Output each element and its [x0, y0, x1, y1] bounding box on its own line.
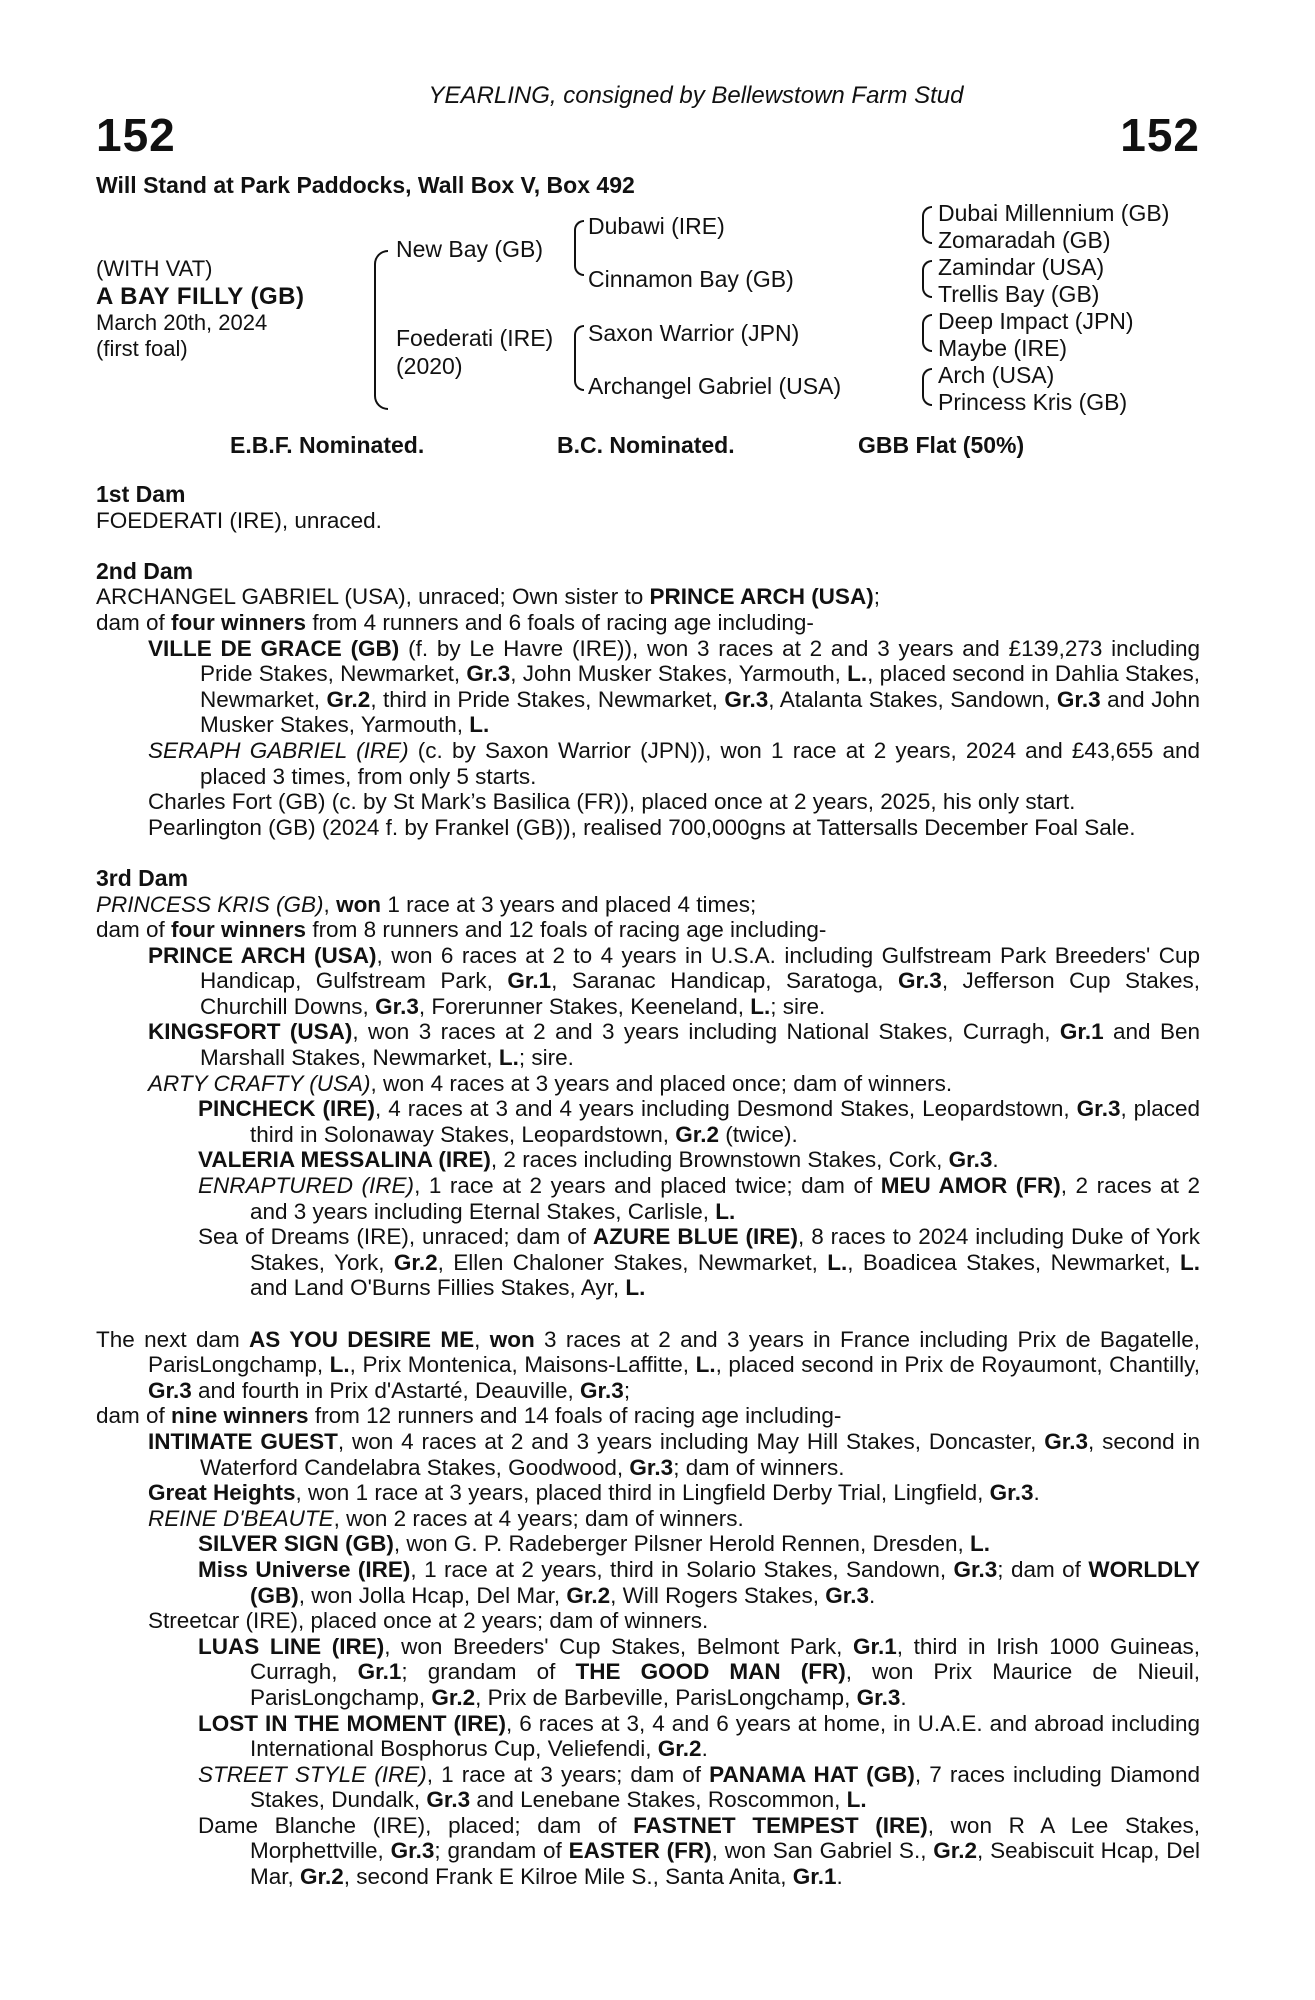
pedigree-bracket-g34	[922, 260, 932, 298]
produce-entry: SILVER SIGN (GB), won G. P. Radeberger Pilsner Herold Rennen, Dresden, L.	[198, 1531, 990, 1557]
pedigree-sire-dam: Cinnamon Bay (GB)	[588, 266, 794, 292]
produce-entry: ENRAPTURED (IRE), 1 race at 2 years and placed twice; dam of MEU AMOR (FR), 2 races at 2 and 3 years including Eternal Stakes, Carlisle, L.	[198, 1173, 1201, 1224]
pedigree-g6: Maybe (IRE)	[938, 335, 1068, 361]
produce-entry: REINE D'BEAUTE, won 2 races at 4 years; dam of winners.	[148, 1505, 744, 1531]
second-dam-line-1: ARCHANGEL GABRIEL (USA), unraced; Own sister to PRINCE ARCH (USA);	[96, 584, 880, 610]
foal-note: (first foal)	[96, 336, 188, 361]
produce-entry: Pearlington (GB) (2024 f. by Frankel (GB)), realised 700,000gns at Tattersalls December Foal Sale.	[148, 814, 1136, 840]
produce-entry: Charles Fort (GB) (c. by St Mark’s Basilica (FR)), placed once at 2 years, 2025, his only start.	[148, 789, 1076, 815]
next-dam-line: The next dam AS YOU DESIRE ME, won 3 races at 2 and 3 years in France including Prix de Bagatelle, ParisLongchamp, L., Prix Montenica, Maisons-Laffitte, L., placed second in Prix de Royaumont, Chantilly, Gr.3 and fourth in Prix d'Astarté, Deauville, Gr.3;	[96, 1326, 1200, 1403]
next-dam-produce-line: dam of nine winners from 12 runners and 14 foals of racing age including-	[96, 1403, 842, 1429]
produce-entry: PRINCE ARCH (USA), won 6 races at 2 to 4 years in U.S.A. including Gulfstream Park Breeders' Cup Handicap, Gulfstream Park, Gr.1, Saranac Handicap, Saratoga, Gr.3, Jefferson Cup Stakes, Churchill Downs, Gr.3, Forerunner Stakes, Keeneland, L.; sire.	[148, 942, 1200, 1019]
vat-note: (WITH VAT)	[96, 256, 213, 281]
second-dam-produce-line: dam of four winners from 4 runners and 6 foals of racing age including-	[96, 609, 814, 635]
pedigree-dam-year: (2020)	[396, 353, 463, 379]
produce-entry: INTIMATE GUEST, won 4 races at 2 and 3 years including May Hill Stakes, Doncaster, Gr.3, second in Waterford Candelabra Stakes, Goodwood, Gr.3; dam of winners.	[148, 1428, 1200, 1480]
gbb-status: GBB Flat (50%)	[858, 432, 1025, 458]
pedigree-bracket-main	[374, 250, 388, 410]
pedigree-bracket-g12	[922, 206, 932, 244]
third-dam-line-1: PRINCESS KRIS (GB), won 1 race at 3 years and placed 4 times;	[96, 891, 757, 917]
pedigree-bracket-sire	[574, 220, 584, 276]
produce-entry: VALERIA MESSALINA (IRE), 2 races including Brownstown Stakes, Cork, Gr.3.	[198, 1147, 999, 1173]
pedigree-sire-sire: Dubawi (IRE)	[588, 213, 725, 239]
produce-entry: PINCHECK (IRE), 4 races at 3 and 4 years including Desmond Stakes, Leopardstown, Gr.3, placed third in Solonaway Stakes, Leopardstown, Gr.2 (twice).	[198, 1096, 1200, 1147]
produce-entry: KINGSFORT (USA), won 3 races at 2 and 3 years including National Stakes, Curragh, Gr.1 and Ben Marshall Stakes, Newmarket, L.; sire.	[148, 1019, 1201, 1071]
consignment-subtitle: YEARLING, consigned by Bellewstown Farm Stud	[428, 82, 964, 109]
foaling-date: March 20th, 2024	[96, 310, 268, 335]
produce-entry: Sea of Dreams (IRE), unraced; dam of AZURE BLUE (IRE), 8 races to 2024 including Duke of York Stakes, York, Gr.2, Ellen Chaloner Stakes, Newmarket, L., Boadicea Stakes, Newmarket, L. and Land O'Burns Fillies Stakes, Ayr, L.	[198, 1224, 1200, 1301]
pedigree-dam-dam: Archangel Gabriel (USA)	[588, 373, 842, 399]
third-dam-produce-line: dam of four winners from 8 runners and 12 foals of racing age including-	[96, 917, 827, 943]
pedigree-dam-sire: Saxon Warrior (JPN)	[588, 320, 800, 346]
produce-entry: ARTY CRAFTY (USA), won 4 races at 3 years and placed once; dam of winners.	[148, 1070, 953, 1096]
pedigree-g3: Zamindar (USA)	[938, 254, 1105, 280]
pedigree-g7: Arch (USA)	[938, 362, 1055, 388]
first-dam-heading: 1st Dam	[96, 481, 186, 507]
second-dam-heading: 2nd Dam	[96, 557, 194, 584]
lot-name: A BAY FILLY (GB)	[96, 283, 305, 310]
bc-nomination: B.C. Nominated.	[557, 432, 735, 458]
pedigree-g8: Princess Kris (GB)	[938, 389, 1128, 415]
third-dam-heading: 3rd Dam	[96, 864, 189, 891]
produce-entry: LUAS LINE (IRE), won Breeders' Cup Stakes, Belmont Park, Gr.1, third in Irish 1000 Guineas, Curragh, Gr.1; grandam of THE GOOD MAN (FR), won Prix Maurice de Nieuil, ParisLongchamp, Gr.2, Prix de Barbeville, ParisLongchamp, Gr.3.	[198, 1633, 1200, 1710]
pedigree-dam: Foederati (IRE)	[396, 325, 554, 351]
produce-entry: Miss Universe (IRE), 1 race at 2 years, third in Solario Stakes, Sandown, Gr.3; dam of WORLDLY (GB), won Jolla Hcap, Del Mar, Gr.2, Will Rogers Stakes, Gr.3.	[198, 1556, 1200, 1608]
lot-number-right: 152	[1120, 109, 1200, 161]
produce-entry: VILLE DE GRACE (GB) (f. by Le Havre (IRE)), won 3 races at 2 and 3 years and £139,273 including Pride Stakes, Newmarket, Gr.3, John Musker Stakes, Yarmouth, L., placed second in Dahlia Stakes, Newmarket, Gr.2, third in Pride Stakes, Newmarket, Gr.3, Atalanta Stakes, Sandown, Gr.3 and John Musker Stakes, Yarmouth, L.	[148, 635, 1200, 738]
pedigree-g2: Zomaradah (GB)	[938, 227, 1111, 253]
catalogue-body	[96, 482, 1200, 1890]
lot-number-left: 152	[96, 109, 176, 161]
produce-entry: SERAPH GABRIEL (IRE) (c. by Saxon Warrior (JPN)), won 1 race at 2 years, 2024 and £43,655 and placed 3 times, from only 5 starts.	[148, 737, 1200, 789]
produce-entry: Dame Blanche (IRE), placed; dam of FASTNET TEMPEST (IRE), won R A Lee Stakes, Morphettville, Gr.3; grandam of EASTER (FR), won San Gabriel S., Gr.2, Seabiscuit Hcap, Del Mar, Gr.2, second Frank E Kilroe Mile S., Santa Anita, Gr.1.	[198, 1812, 1201, 1890]
pedigree-g4: Trellis Bay (GB)	[938, 281, 1100, 307]
produce-entry: STREET STYLE (IRE), 1 race at 3 years; dam of PANAMA HAT (GB), 7 races including Diamond Stakes, Dundalk, Gr.3 and Lenebane Stakes, Roscommon, L.	[198, 1761, 1200, 1813]
pedigree-bracket-g78	[922, 368, 932, 406]
produce-entry: Great Heights, won 1 race at 3 years, placed third in Lingfield Derby Trial, Lingfield, Gr.3.	[148, 1480, 1040, 1506]
pedigree-g1: Dubai Millennium (GB)	[938, 200, 1170, 226]
stabling-location: Will Stand at Park Paddocks, Wall Box V, Box 492	[96, 172, 635, 198]
pedigree-bracket-g56	[922, 314, 932, 352]
first-dam-text: FOEDERATI (IRE), unraced.	[96, 507, 382, 533]
ebf-nomination: E.B.F. Nominated.	[230, 432, 425, 458]
produce-entry: Streetcar (IRE), placed once at 2 years; dam of winners.	[148, 1608, 709, 1634]
produce-entry: LOST IN THE MOMENT (IRE), 6 races at 3, 4 and 6 years at home, in U.A.E. and abroad including International Bosphorus Cup, Veliefendi, Gr.2.	[198, 1710, 1200, 1762]
pedigree-sire: New Bay (GB)	[396, 236, 543, 262]
pedigree-bracket-dam	[574, 325, 584, 391]
pedigree-g5: Deep Impact (JPN)	[938, 308, 1134, 334]
